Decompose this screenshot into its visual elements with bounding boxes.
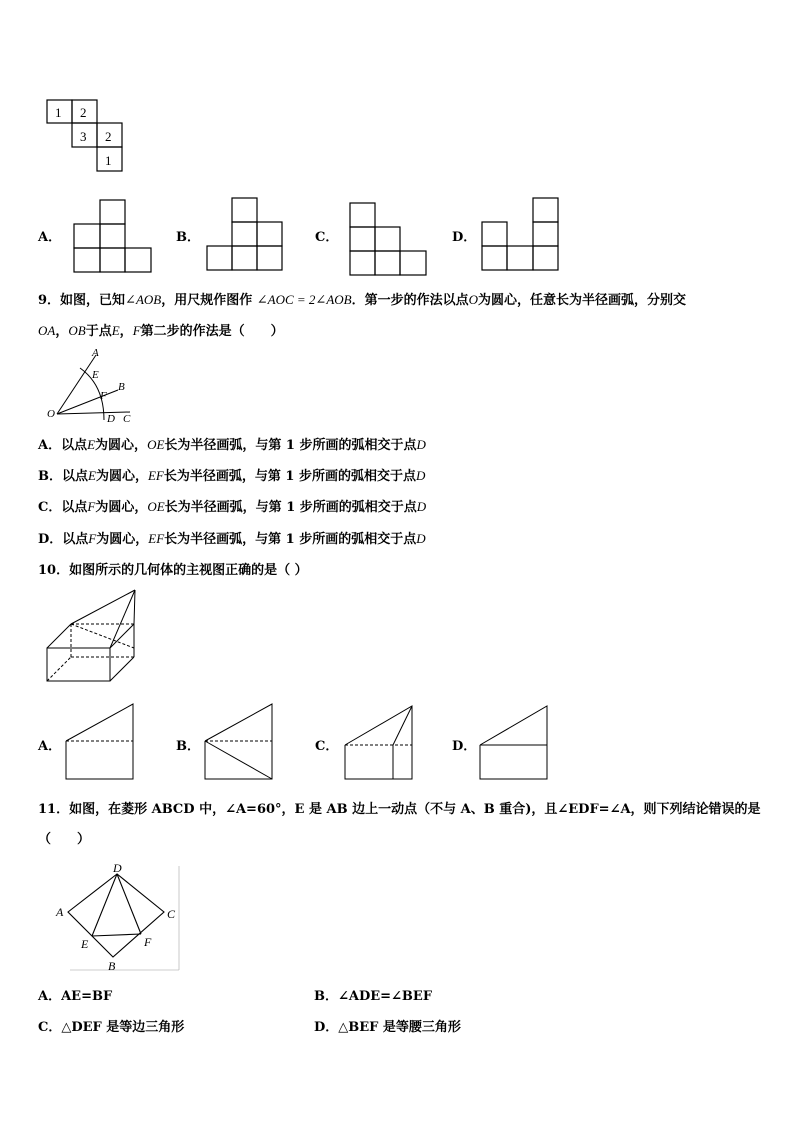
q10-option-d-label[interactable]: D． [452, 739, 477, 754]
grid-number: 1 [105, 153, 112, 168]
q9-option-b[interactable]: B．以点E为圆心，EF长为半径画弧，与第 1 步所画的弧相交于点D [38, 468, 426, 484]
q11-option-b[interactable]: B．∠ADE=∠BEF [314, 989, 433, 1004]
q11-option-a[interactable]: A．AE=BF [38, 989, 113, 1004]
q10-option-b-label[interactable]: B． [176, 739, 200, 754]
grid-number: 2 [105, 129, 112, 144]
point-label: B [118, 381, 125, 393]
q10-option-a-label[interactable]: A． [38, 739, 62, 754]
q9-stem-line2: OA，OB于点E，F第二步的作法是（ ） [38, 323, 284, 339]
grid-number: 3 [80, 129, 87, 144]
point-label: C [167, 907, 176, 921]
point-label: E [92, 369, 99, 381]
point-label: A [56, 905, 64, 919]
q10-stem: 10．如图所示的几何体的主视图正确的是（ ） [38, 563, 308, 578]
q8-option-a-label[interactable]: A． [38, 230, 62, 245]
q8-option-d-label[interactable]: D． [452, 230, 477, 245]
q9-option-c[interactable]: C．以点F为圆心，OE长为半径画弧，与第 1 步所画的弧相交于点D [38, 499, 427, 515]
q8-option-b-label[interactable]: B． [176, 230, 200, 245]
point-label: D [107, 413, 115, 425]
q10-option-c-label[interactable]: C． [315, 739, 339, 754]
point-label: D [113, 861, 122, 875]
point-label: O [47, 408, 55, 420]
point-label: E [81, 937, 89, 951]
q8-option-c-label[interactable]: C． [315, 230, 339, 245]
grid-number: 1 [55, 105, 62, 120]
point-label: A [92, 347, 99, 359]
point-label: F [100, 390, 107, 402]
q9-option-a[interactable]: A．以点E为圆心，OE长为半径画弧，与第 1 步所画的弧相交于点D [38, 437, 426, 453]
point-label: B [108, 959, 116, 973]
q11-option-c[interactable]: C．△DEF 是等边三角形 [38, 1020, 185, 1035]
point-label: C [123, 413, 131, 425]
grid-number: 2 [80, 105, 87, 120]
q11-stem-line2: （ ） [38, 832, 91, 847]
q9-stem-line1: 9．如图，已知∠AOB，用尺规作图作 ∠AOC = 2∠AOB．第一步的作法以点O为圆心，任意长为半径画弧，分别交 [38, 292, 687, 308]
q9-option-d[interactable]: D．以点F为圆心，EF长为半径画弧，与第 1 步所画的弧相交于点D [38, 531, 426, 547]
point-label: F [144, 935, 152, 949]
q11-option-d[interactable]: D．△BEF 是等腰三角形 [314, 1020, 461, 1035]
q11-stem-line1: 11．如图，在菱形 ABCD 中，∠A=60°，E 是 AB 边上一动点（不与 A、B 重合)，且∠EDF=∠A，则下列结论错误的是 [38, 802, 761, 817]
